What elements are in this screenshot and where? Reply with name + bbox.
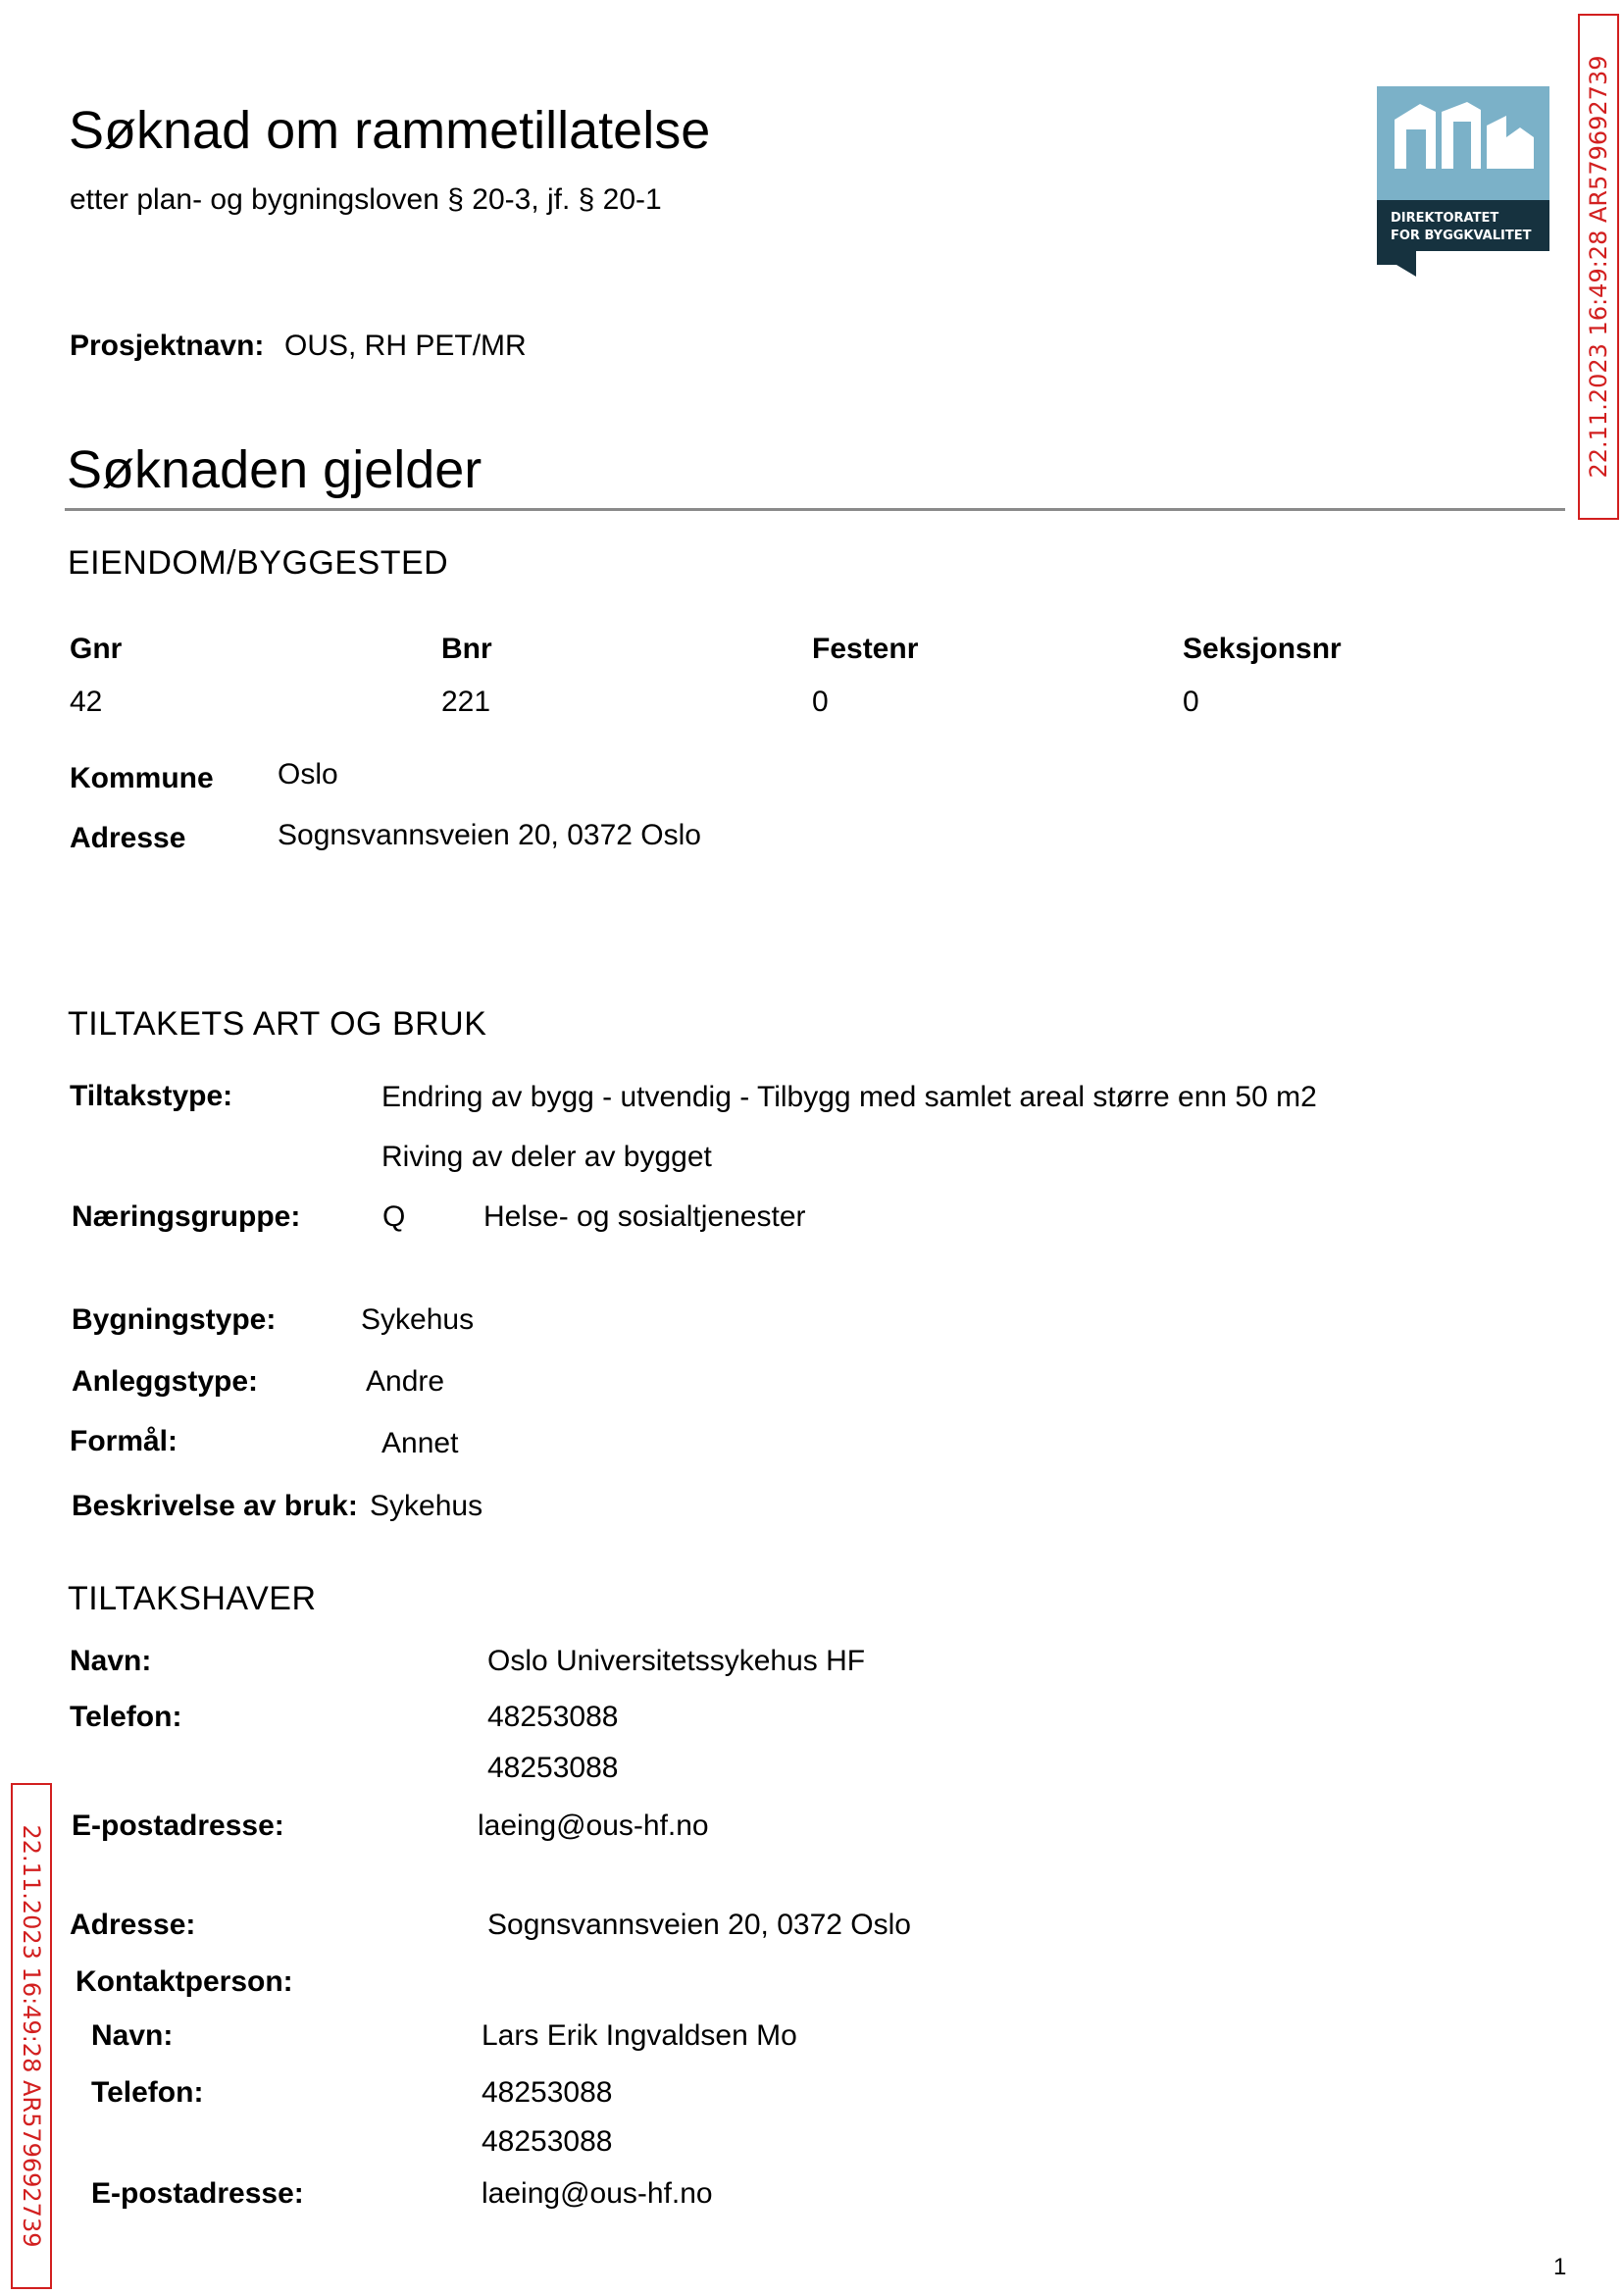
document-subtitle: etter plan- og bygningsloven § 20-3, jf. § 20-1 (70, 183, 662, 216)
contact-name-label: Navn: (91, 2019, 174, 2052)
usage-label: Beskrivelse av bruk: (72, 1490, 358, 1522)
measure-type-label: Tiltakstype: (70, 1080, 233, 1112)
seksjonsnr-label: Seksjonsnr (1183, 633, 1342, 665)
measure-heading: TILTAKETS ART OG BRUK (68, 1005, 487, 1043)
stamp-text: 22.11.2023 16:49:28 AR579692739 (1585, 55, 1612, 479)
logo-line-2: FOR BYGGKVALITET (1391, 229, 1532, 243)
purpose-label: Formål: (70, 1425, 178, 1457)
building-type-value: Sykehus (361, 1303, 475, 1336)
applicant-address-label: Adresse: (70, 1909, 196, 1941)
purpose-value: Annet (381, 1427, 459, 1459)
applicant-name-label: Navn: (70, 1645, 152, 1677)
measure-type-value-2: Riving av deler av bygget (381, 1141, 712, 1173)
dibk-logo-icon (1377, 86, 1549, 277)
logo-line-1: DIREKTORATET (1391, 211, 1499, 226)
applicant-phone-value-2: 48253088 (487, 1752, 619, 1784)
section-heading: Søknaden gjelder (67, 440, 482, 499)
festenr-value: 0 (812, 686, 829, 718)
archive-stamp-right (1578, 14, 1619, 520)
property-heading: EIENDOM/BYGGESTED (68, 544, 449, 582)
seksjonsnr-value: 0 (1183, 686, 1199, 718)
measure-type-value-1: Endring av bygg - utvendig - Tilbygg med samlet areal større enn 50 m2 (381, 1081, 1317, 1113)
bnr-label: Bnr (441, 633, 492, 665)
municipality-label: Kommune (70, 762, 214, 794)
contact-person-label: Kontaktperson: (76, 1965, 293, 1998)
dibk-logo (1377, 86, 1549, 277)
applicant-phone-value-1: 48253088 (487, 1701, 619, 1733)
industry-code: Q (382, 1200, 406, 1233)
facility-type-value: Andre (366, 1365, 445, 1398)
archive-stamp-left (11, 1783, 52, 2289)
industry-value: Helse- og sosialtjenester (483, 1200, 806, 1233)
contact-email-value: laeing@ous-hf.no (482, 2177, 713, 2210)
applicant-phone-label: Telefon: (70, 1701, 182, 1733)
applicant-address-value: Sognsvannsveien 20, 0372 Oslo (487, 1909, 911, 1941)
applicant-name-value: Oslo Universitetssykehus HF (487, 1645, 866, 1677)
section-divider (65, 508, 1565, 511)
contact-phone-value-1: 48253088 (482, 2076, 613, 2109)
address-label: Adresse (70, 822, 186, 854)
project-label: Prosjektnavn: (70, 330, 265, 362)
festenr-label: Festenr (812, 633, 919, 665)
applicant-email-label: E-postadresse: (72, 1810, 284, 1842)
contact-phone-value-2: 48253088 (482, 2125, 613, 2158)
bnr-value: 221 (441, 686, 491, 718)
usage-value: Sykehus (370, 1490, 483, 1522)
address-value: Sognsvannsveien 20, 0372 Oslo (278, 819, 701, 851)
contact-email-label: E-postadresse: (91, 2177, 304, 2210)
contact-phone-label: Telefon: (91, 2076, 204, 2109)
gnr-value: 42 (70, 686, 103, 718)
industry-label: Næringsgruppe: (72, 1200, 301, 1233)
stamp-text: 22.11.2023 16:49:28 AR579692739 (18, 1824, 45, 2248)
applicant-heading: TILTAKSHAVER (68, 1580, 317, 1617)
page-number: 1 (1553, 2254, 1567, 2280)
gnr-label: Gnr (70, 633, 123, 665)
building-type-label: Bygningstype: (72, 1303, 277, 1336)
municipality-value: Oslo (278, 758, 338, 790)
project-value: OUS, RH PET/MR (284, 330, 527, 362)
contact-name-value: Lars Erik Ingvaldsen Mo (482, 2019, 797, 2052)
document-title: Søknad om rammetillatelse (69, 101, 711, 160)
applicant-email-value: laeing@ous-hf.no (478, 1810, 709, 1842)
facility-type-label: Anleggstype: (72, 1365, 259, 1398)
